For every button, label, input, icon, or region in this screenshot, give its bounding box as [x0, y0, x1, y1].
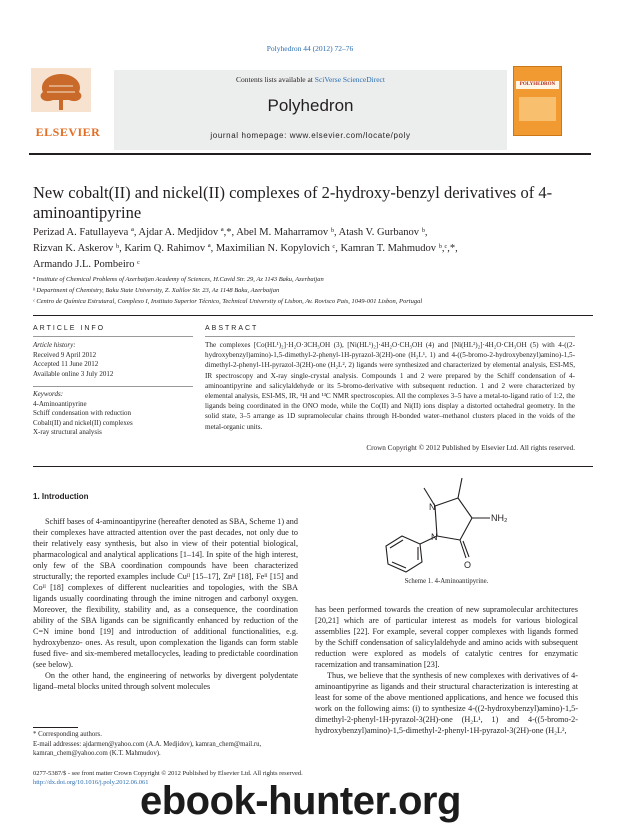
journal-title: Polyhedron [267, 96, 354, 115]
introduction-heading: 1. Introduction [33, 492, 89, 501]
aminoantipyrine-structure [380, 474, 520, 584]
journal-reference[interactable]: Polyhedron 44 (2012) 72–76 [266, 44, 354, 53]
bond [435, 498, 458, 506]
intro-paragraph: Thus, we believe that the synthesis of new complexes with derivatives of 4-aminoantipyrine as ligands and their structural characterization is interesting at least for some of the above mentioned applications, and hence we focused this work on the following aims: (i) to synthesize 4-((2-hydroxybenzyl)amino)-1,5-dimethyl-2-phenyl-1H-pyrazol-3(2H)-one (H₂L¹, 1) and 4-((5-bromo-2-hydroxybenzyl)amino)-1,5-dimethyl-2-phenyl-1H-pyrazol-3(2H)-one (H₂L², [315, 671, 578, 735]
keyword: X-ray structural analysis [33, 428, 102, 437]
intro-paragraph: On the other hand, the engineering of networks by divergent polydentate ligand–metal blocks united through solvent molecules [33, 671, 298, 691]
author-line: Armando J.L. Pombeiro ᶜ [33, 259, 140, 270]
keywords-label: Keywords: [33, 390, 64, 398]
keyword: 4-Aminoantipyrine [33, 399, 87, 408]
elsevier-tree-icon [29, 66, 93, 114]
article-info-rule [33, 386, 193, 387]
atom-label: N [431, 532, 438, 542]
cover-title: POLYHEDRON [516, 81, 559, 89]
sciencedirect-link[interactable]: SciVerse ScienceDirect [314, 75, 385, 84]
atom-label: NH₂ [491, 513, 508, 523]
article-info-heading: ARTICLE INFO [33, 325, 106, 332]
abstract-rule [205, 336, 575, 337]
contents-line [114, 75, 507, 84]
homepage-prefix: journal homepage: [210, 131, 287, 140]
intro-paragraph: has been performed towards the creation of new supramolecular architectures [20,21] which are of particular interest as models for various biological assemblies [22]. For example, several copper complexes with ligands formed by the Schiff condensation of salicylaldehyde and amino acids with subsequent reduction were explored as models of catalytic centres for enzymatic racemization and transamination [23]. [315, 605, 578, 669]
phenyl-double [390, 540, 403, 548]
author-line: Perizad A. Fatullayeva ª, Ajdar A. Medjidov ª,*, Abel M. Maharramov ᵇ, Atash V. Gurbanov ᵇ, [33, 227, 428, 238]
doi-link[interactable]: http://dx.doi.org/10.1016/j.poly.2012.06.061 [33, 779, 149, 786]
author-list [33, 225, 593, 273]
history-item: Accepted 11 June 2012 [33, 360, 99, 369]
affiliation: ᵇ Department of Chemistry, Baku State University, Z. Xalilov Str. 23, Az 1148 Baku, Azerbaijan [33, 287, 280, 294]
elsevier-wordmark: ELSEVIER [35, 125, 101, 139]
elsevier-logo [29, 66, 107, 148]
journal-cover-thumbnail [513, 66, 562, 136]
watermark: ebook-hunter.org [140, 779, 461, 823]
abstract-text: The complexes [Co(HL¹)₂]·H₂O·3CH₃OH (3), [Ni(HL¹)₂]·4H₂O·CH₃OH (4) and [Ni(HL²)₂]·4H₂O·CH₃OH (5) with 4-((2-hydroxybenzyl)amino)-1,5-dimethyl-2-phenyl-1H-pyrazol-3(2H)-one (H₂L¹, 1) and 4-((5-bromo-2-hydroxybenzyl)amino)-1,5-dimethyl-2-phenyl-1H-pyrazol-3(2H)-one (H₂L², 2) ligands were synthesized and characterized by elemental analysis, ESI-MS, IR spectroscopy and X-ray single-crystal analysis. Compounds 1 and 2 were prepared by the Schiff condensation of 4-aminoantipyrine and salicylaldehyde or its 5-bromo-derivative with subsequent reduction. 1 and 2 were characterized by elemental analysis, ESI-MS, IR, ¹H and ¹³C NMR spectroscopies. All the complexes 3–5 have a metal-to-ligand ratio of 1:2, the ligands being coordinated in the ONO mode, while the Co(II) and Ni(II) ions display a distorted octahedral geometry. In the solid state, 3–5 arrange as 1D supramolecular chains through H-bonded water–methanol clusters placed in the voids of the metal-organic units. [205, 341, 575, 431]
intro-column-left [33, 516, 298, 692]
keyword: Cobalt(II) and nickel(II) complexes [33, 418, 133, 427]
article-history [33, 341, 193, 379]
atom-label: O [464, 560, 472, 570]
intro-paragraph: Schiff bases of 4-aminoantipyrine (hereafter denoted as SBA, Scheme 1) and their complexes have attracted attention over the past decades, not only due to their relatively easy synthesis, but also in view of their potential biological, pharmacological and analytical applications [1–14]. In spite of the high interest, only few of the SBA coordination compounds have been characterized structurally; the reported examples include Cuᴵᴵ [15–17], Znᴵᴵ [18], Feᴵᴵ [15] and Coᴵᴵ [18] complexes of different nuclearities and topologies, with the SBA ligands usually coordinating through the imine nitrogen and carbonyl oxygen. Moreover, the flexibility, stability and, as a consequence, the coordination ability of the SBA ligands can be significantly enhanced by reduction of the C=N imine bond [19] and introduction of additional functionalities, e.g. hydroxybenzo- ones. As result, upon complexation the ligands can form stable fused five- and six-membered metallocycles, leading to predictable coordination (see below). [33, 517, 298, 669]
history-item: Received 9 April 2012 [33, 350, 97, 359]
section-divider [33, 466, 593, 467]
cover-graphic [519, 97, 556, 121]
atom-label: N [429, 502, 436, 512]
intro-column-right [315, 604, 578, 736]
affiliations [33, 274, 593, 307]
history-item: Available online 3 July 2012 [33, 369, 114, 378]
header-divider [29, 153, 591, 155]
affiliation: ª Institute of Chemical Problems of Azerbaijan Academy of Sciences, H.Cavid Str. 29, Az 1143 Baku, Azerbaijan [33, 276, 324, 283]
footnote-rule [33, 727, 78, 728]
journal-homepage [114, 131, 507, 140]
keyword: Schiff condensation with reduction [33, 409, 132, 418]
carbonyl-bond [460, 540, 466, 558]
bond [458, 498, 472, 518]
carbonyl-bond [463, 541, 469, 557]
homepage-url[interactable]: www.elsevier.com/locate/poly [289, 131, 411, 140]
affiliation: ᶜ Centro de Química Estrutural, Complexo I, Instituto Superior Técnico, Technical University of Lisbon, Av. Rovisco Pais, 1049-001 Lisbon, Portugal [33, 298, 423, 305]
section-divider [33, 315, 593, 316]
scheme-caption: Scheme 1. 4-Aminoantipyrine. [404, 578, 489, 585]
article-info-rule [33, 336, 193, 337]
abstract-copyright: Crown Copyright © 2012 Published by Elsevier Ltd. All rights reserved. [366, 444, 575, 452]
corresponding-note: * Corresponding authors. [33, 731, 102, 738]
history-label: Article history: [33, 341, 76, 349]
article-title: New cobalt(II) and nickel(II) complexes of 2-hydroxy-benzyl derivatives of 4-aminoantipyrine [33, 183, 553, 222]
bond [437, 536, 460, 540]
contents-prefix: Contents lists available at [236, 75, 313, 84]
issn-line: 0277-5387/$ - see front matter Crown Copyright © 2012 Published by Elsevier Ltd. All rights reserved. [33, 770, 303, 777]
author-line: Rizvan K. Askerov ᵇ, Karim Q. Rahimov ª, Maximilian N. Kopylovich ᶜ, Kamran T. Mahmudov ᵇ,ᶜ,*, [33, 243, 458, 254]
methyl-bond [458, 478, 462, 498]
footnote [33, 730, 298, 759]
keywords [33, 390, 193, 438]
email-addresses: E-mail addresses: ajdarmen@yahoo.com (A.A. Medjidov), kamran_chem@mail.ru, kamran_chem@yahoo.com (K.T. Mahmudov). [33, 740, 262, 757]
bond [460, 518, 472, 540]
abstract-heading: ABSTRACT [205, 325, 259, 332]
